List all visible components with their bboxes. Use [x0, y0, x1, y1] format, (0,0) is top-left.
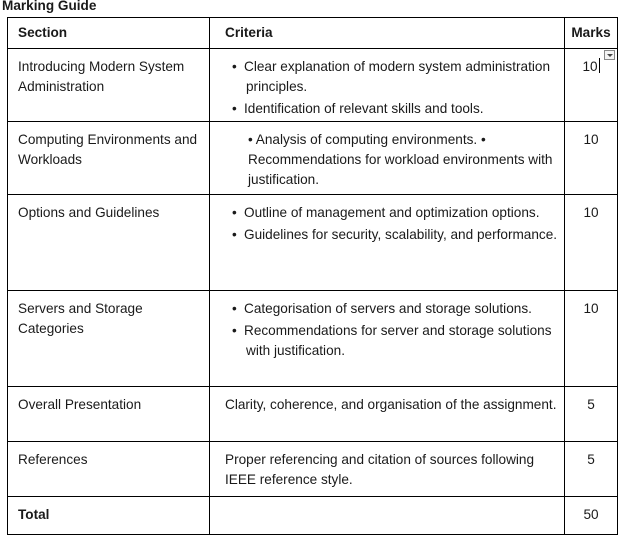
table-row [8, 49, 618, 122]
header-marks: Marks [565, 18, 618, 49]
marks-value[interactable]: 10 [582, 59, 598, 74]
marks-cell[interactable] [565, 49, 618, 122]
marks-cell: 5 [565, 387, 618, 442]
header-criteria: Criteria [210, 18, 565, 49]
criteria-bullet: • Recommendations for server and storage solutions with justification. [232, 323, 552, 358]
criteria-cell [210, 195, 565, 291]
marks-cell: 5 [565, 442, 618, 497]
table-row [8, 195, 618, 291]
section-cell: Computing Environments and Workloads [8, 122, 210, 195]
total-label-cell: Total [8, 497, 210, 535]
section-cell: References [8, 442, 210, 497]
marking-guide-table [7, 17, 618, 535]
section-cell: Overall Presentation [8, 387, 210, 442]
table-header-row [8, 18, 618, 49]
dropdown-caret-icon[interactable] [604, 50, 615, 60]
criteria-bullet: • Identification of relevant skills and tools. [232, 101, 484, 116]
criteria-bullet: • Categorisation of servers and storage solutions. [232, 301, 532, 316]
criteria-cell: • Analysis of computing environments. • Recommendations for workload environments with justification. [210, 122, 565, 195]
criteria-cell: Proper referencing and citation of sources following IEEE reference style. [210, 442, 565, 497]
criteria-bullet: • Outline of management and optimization options. [232, 205, 540, 220]
section-cell: Options and Guidelines [8, 195, 210, 291]
document-title: Marking Guide [2, 0, 97, 13]
table-row [8, 122, 618, 195]
criteria-cell: Clarity, coherence, and organisation of the assignment. [210, 387, 565, 442]
criteria-cell [210, 49, 565, 122]
total-row [8, 497, 618, 535]
text-cursor [599, 58, 600, 73]
marks-cell: 10 [565, 291, 618, 387]
section-cell: Introducing Modern System Administration [8, 49, 210, 122]
section-cell: Servers and Storage Categories [8, 291, 210, 387]
table-row [8, 442, 618, 497]
total-marks-cell: 50 [565, 497, 618, 535]
criteria-bullet: • Clear explanation of modern system administration principles. [232, 59, 551, 94]
marks-cell: 10 [565, 122, 618, 195]
criteria-cell [210, 291, 565, 387]
total-criteria-cell [210, 497, 565, 535]
criteria-bullet: • Guidelines for security, scalability, and performance. [232, 227, 558, 242]
header-section: Section [8, 18, 210, 49]
table-row [8, 291, 618, 387]
marks-cell: 10 [565, 195, 618, 291]
table-row [8, 387, 618, 442]
